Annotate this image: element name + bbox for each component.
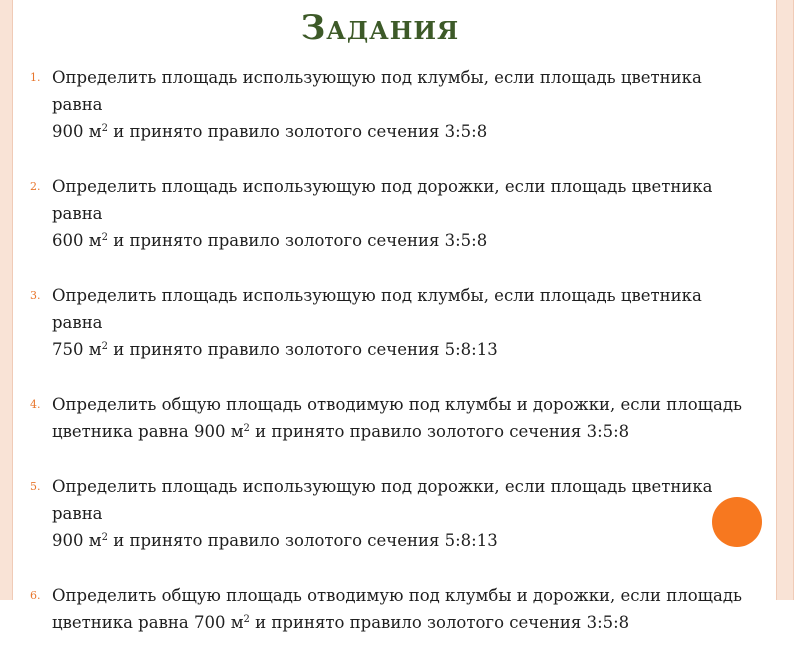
list-item (30, 64, 745, 145)
task-text-rest: и принято правило золотого сечения 3:5:8 (107, 122, 488, 141)
task-text-rest: и принято правило золотого сечения 5:8:13 (107, 340, 498, 359)
superscript: 2 (101, 532, 108, 543)
task-text-line1: Определить общую площадь отводимую под клумбы и дорожки, если площадь (52, 395, 742, 414)
list-item (30, 582, 745, 636)
list-item-number: 3. (30, 289, 41, 302)
list-item (30, 173, 745, 254)
task-area-value: 600 м (52, 231, 102, 250)
list-item (30, 391, 745, 445)
task-text-line1: Определить площадь использующую под клумбы, если площадь цветника равна (52, 68, 702, 114)
list-item-number: 4. (30, 398, 41, 411)
task-area-value: 900 м (52, 122, 102, 141)
task-area-value: 900 м (52, 531, 102, 550)
list-item-number: 6. (30, 589, 41, 602)
task-area-value: цветника равна 700 м (52, 613, 244, 632)
list-item (30, 473, 745, 554)
superscript: 2 (243, 423, 250, 434)
superscript: 2 (101, 341, 108, 352)
right-border (764, 0, 800, 600)
task-area-value: 750 м (52, 340, 102, 359)
list-item (30, 282, 745, 363)
task-text-line1: Определить площадь использующую под дорожки, если площадь цветника равна (52, 477, 713, 523)
task-text-rest: и принято правило золотого сечения 3:5:8 (249, 613, 630, 632)
superscript: 2 (101, 123, 108, 134)
task-area-value: цветника равна 900 м (52, 422, 244, 441)
left-border-band (0, 0, 13, 600)
superscript: 2 (101, 232, 108, 243)
task-text-rest: и принято правило золотого сечения 5:8:13 (107, 531, 498, 550)
list-item-number: 5. (30, 480, 41, 493)
task-list (30, 64, 745, 664)
task-text-line1: Определить площадь использующую под клумбы, если площадь цветника равна (52, 286, 702, 332)
list-item-number: 1. (30, 71, 41, 84)
right-border-band (776, 0, 794, 600)
list-item-number: 2. (30, 180, 41, 193)
superscript: 2 (243, 614, 250, 625)
slide-title: Задания (300, 8, 460, 48)
task-text-line1: Определить площадь использующую под дорожки, если площадь цветника равна (52, 177, 713, 223)
task-text-line1: Определить общую площадь отводимую под клумбы и дорожки, если площадь (52, 586, 742, 605)
task-text-rest: и принято правило золотого сечения 3:5:8 (107, 231, 488, 250)
task-text-rest: и принято правило золотого сечения 3:5:8 (249, 422, 630, 441)
accent-circle (712, 497, 762, 547)
